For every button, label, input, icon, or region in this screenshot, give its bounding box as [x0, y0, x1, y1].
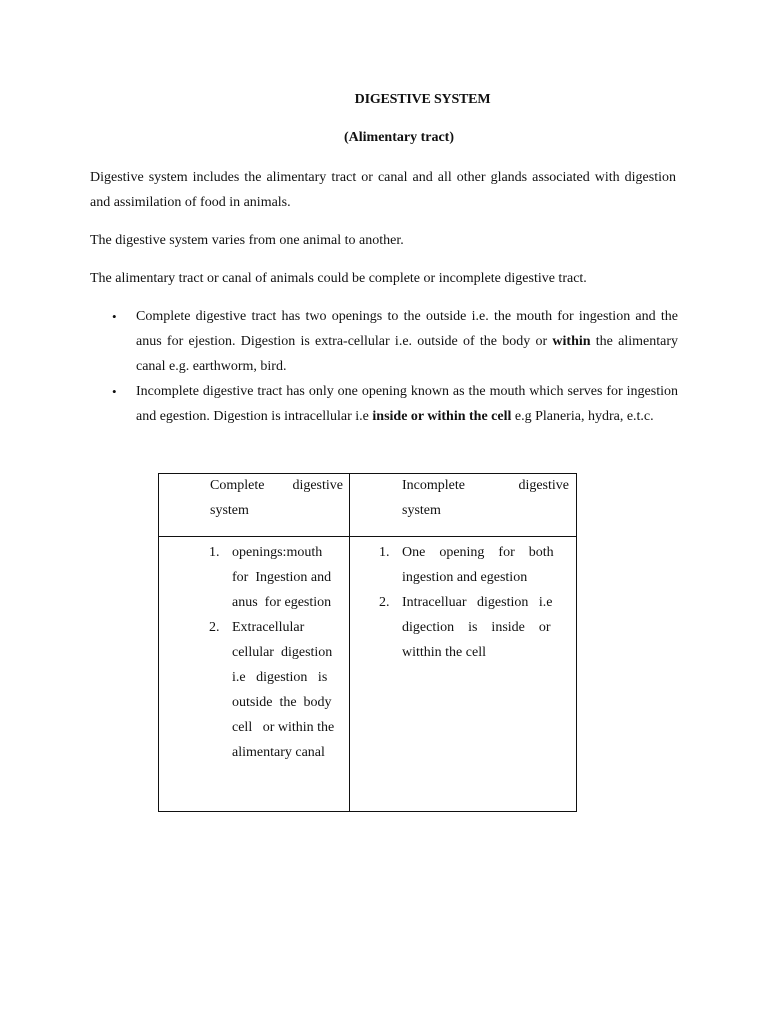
- bullet-bold-text: inside or within the cell: [372, 409, 512, 424]
- bullet-marker: •: [112, 309, 117, 324]
- cell-incomplete-items: [350, 537, 577, 812]
- bullet-text-before: Incomplete digestive tract has only one opening known as the mouth which serves for ingestion and egestion. Digestion is intracellular i.e: [136, 384, 678, 424]
- header-incomplete-word3: system: [402, 503, 441, 518]
- list-item: [209, 615, 343, 765]
- list-item-line: Intracelluar digestion i.e: [402, 595, 553, 610]
- header-complete-word2: digestive: [292, 478, 343, 493]
- list-item-line: i.e digestion is: [232, 670, 328, 685]
- header-complete-word1: Complete: [210, 478, 265, 493]
- list-item-number: 2.: [209, 620, 220, 635]
- paragraph-intro: Digestive system includes the alimentary tract or canal and all other glands associated with digestion and assimilation of food in animals.: [90, 170, 676, 210]
- list-item-number: 1.: [379, 545, 390, 560]
- list-item-line: witthin the cell: [402, 645, 486, 660]
- list-item-line: for Ingestion and: [232, 570, 332, 585]
- subtitle-text: (Alimentary tract): [343, 130, 454, 145]
- list-item-line: anus for egestion: [232, 595, 332, 610]
- header-incomplete-word2: digestive: [518, 478, 569, 493]
- comparison-table: [158, 473, 577, 812]
- bullet-marker: •: [112, 384, 117, 399]
- bullet-bold-text: within: [552, 334, 591, 349]
- list-item-number: 2.: [379, 595, 390, 610]
- list-item-line: openings:mouth: [232, 545, 323, 560]
- bullet-text-after: the alimentary canal e.g. earthworm, bird.: [136, 334, 678, 374]
- header-complete: [159, 474, 350, 537]
- header-incomplete-word1: Incomplete: [402, 478, 465, 493]
- bullet-text-after: e.g Planeria, hydra, e.t.c.: [511, 409, 654, 424]
- list-item-line: cell or within the: [232, 720, 335, 735]
- header-complete-word3: system: [210, 503, 249, 518]
- list-item-line: digection is inside or: [402, 620, 551, 635]
- list-item: [379, 540, 569, 590]
- paragraph-varies: The digestive system varies from one animal to another.: [90, 233, 404, 248]
- cell-complete-items: [159, 537, 350, 812]
- list-item-line: cellular digestion: [232, 645, 333, 660]
- document-subtitle: [0, 130, 768, 146]
- list-item-number: 1.: [209, 545, 220, 560]
- bullet-complete-tract: [90, 304, 678, 379]
- comparison-table-wrapper: [158, 473, 575, 812]
- incomplete-items-list: [379, 540, 569, 665]
- bullet-text-before: Complete digestive tract has two openings to the outside i.e. the mouth for ingestion and the anus for ejestion. Digestion is extra-cellular i.e. outside of the body or: [136, 309, 678, 349]
- list-item-line: Extracellular: [232, 620, 305, 635]
- table-header-row: [159, 474, 577, 537]
- document-title: DIGESTIVE SYSTEM: [354, 92, 491, 107]
- paragraph-types: The alimentary tract or canal of animals could be complete or incomplete digestive tract.: [90, 271, 587, 286]
- list-item-line: ingestion and egestion: [402, 570, 528, 585]
- list-item: [209, 540, 343, 615]
- header-incomplete: [350, 474, 577, 537]
- table-body-row: [159, 537, 577, 812]
- list-item-line: alimentary canal: [232, 745, 325, 760]
- bullet-list: [90, 304, 678, 429]
- list-item-line: outside the body: [232, 695, 332, 710]
- list-item: [379, 590, 569, 665]
- list-item-line: One opening for both: [402, 545, 554, 560]
- bullet-incomplete-tract: [90, 379, 678, 429]
- complete-items-list: [209, 540, 343, 765]
